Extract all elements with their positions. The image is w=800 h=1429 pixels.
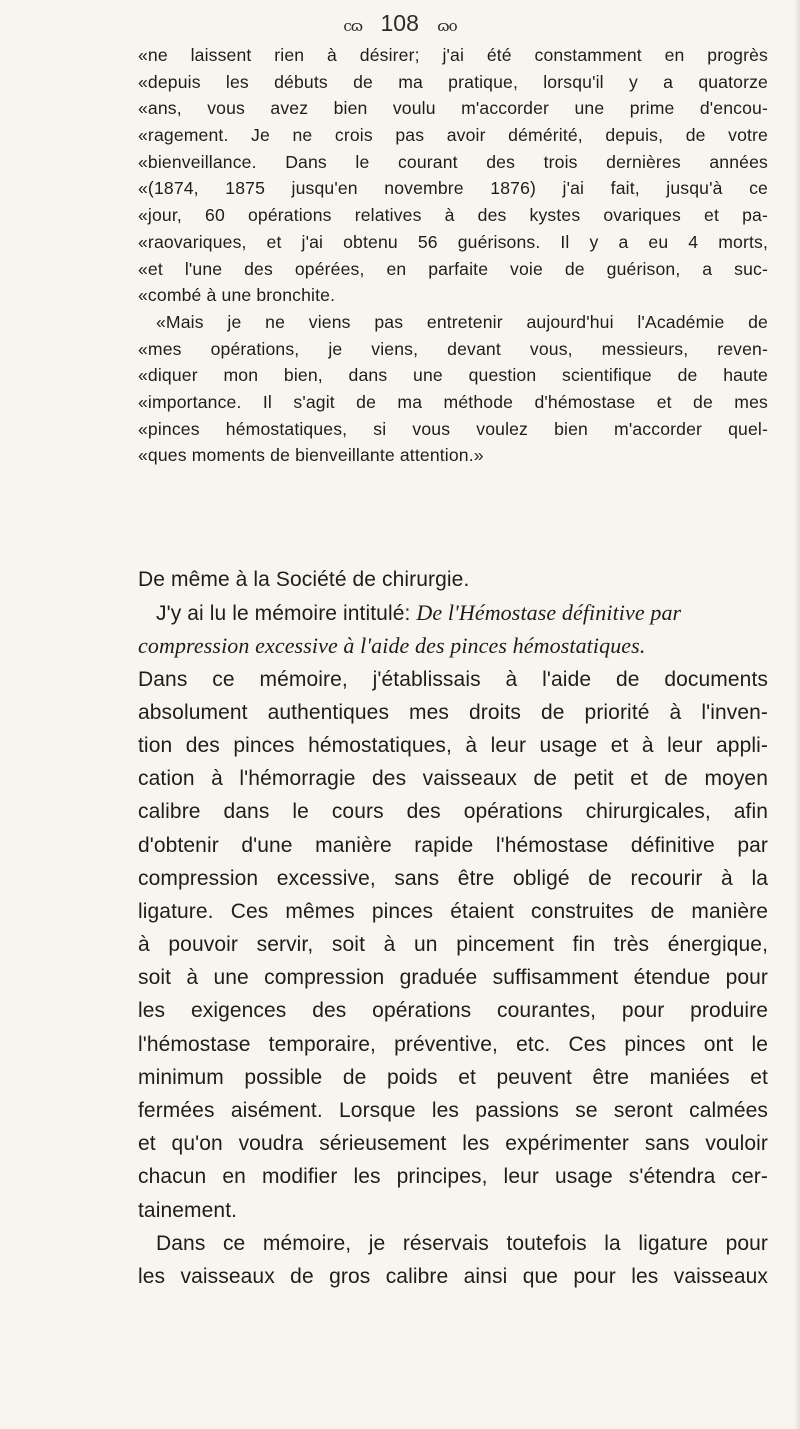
quoted-letter <box>138 42 768 469</box>
body-line: cation à l'hémorragie des vaisseaux de petit et de moyen <box>138 767 768 791</box>
quote-line: «ans, vous avez bien voulu m'accorder une prime d'encou- <box>138 98 768 119</box>
body-line: calibre dans le cours des opérations chirurgicales, afin <box>138 800 768 824</box>
body-line: l'hémostase temporaire, préventive, etc. Ces pinces ont le <box>138 1032 768 1056</box>
quote-line: «importance. Il s'agit de ma méthode d'hémostase et de mes <box>138 391 768 412</box>
body-line: fermées aisément. Lorsque les passions se seront calmées <box>138 1099 768 1122</box>
intro-prefix: J'y ai lu le mémoire intitulé: <box>156 602 417 626</box>
page-number: 108 <box>380 10 419 36</box>
page-edge-shadow <box>794 0 800 1429</box>
intro-line <box>138 596 768 629</box>
body-line: à pouvoir servir, soit à un pincement fin très énergique, <box>138 933 768 957</box>
body-line: les exigences des opérations courantes, pour produire <box>138 999 768 1023</box>
quote-line: «ne laissent rien à désirer; j'ai été constamment en progrès <box>138 45 768 65</box>
ornament-right: ɷo <box>437 17 457 35</box>
quote-line: «ragement. Je ne crois pas avoir démérité, depuis, de votre <box>138 125 768 146</box>
body-line: absolument authentiques mes droits de priorité à l'inven- <box>138 700 768 724</box>
quote-line: «depuis les débuts de ma pratique, lorsqu'il y a quatorze <box>138 71 768 92</box>
quote-line: «(1874, 1875 jusqu'en novembre 1876) j'ai fait, jusqu'à ce <box>138 178 768 199</box>
body-line: tainement. <box>138 1198 238 1222</box>
body-line: d'obtenir d'une manière rapide l'hémostase définitive par <box>138 833 768 857</box>
quote-line: «Mais je ne viens pas entretenir aujourd'hui l'Académie de <box>156 311 768 332</box>
quote-line: «ques moments de bienveillante attention.» <box>138 445 484 466</box>
quote-line: «diquer mon bien, dans une question scientifique de haute <box>138 365 768 386</box>
body-line: minimum possible de poids et peuvent être maniées et <box>138 1065 768 1089</box>
body-line: compression excessive, sans être obligé de recourir à la <box>138 866 768 890</box>
body-line: et qu'on voudra sérieusement les expérimenter sans vouloir <box>138 1132 768 1156</box>
quote-line: «pinces hémostatiques, si vous voulez bien m'accorder quel- <box>138 418 768 439</box>
body-line: Dans ce mémoire, je réservais toutefois la ligature pour <box>156 1231 768 1255</box>
ornament-left: cɷ <box>343 17 363 35</box>
body-line: Dans ce mémoire, j'établissais à l'aide de documents <box>138 667 768 691</box>
quote-line: «mes opérations, je viens, devant vous, messieurs, reven- <box>138 338 768 359</box>
quote-line: «raovariques, et j'ai obtenu 56 guérisons. Il y a eu 4 morts, <box>138 231 768 252</box>
memoir-title-part1: De l'Hémostase définitive par <box>416 600 682 626</box>
page-header <box>0 10 800 37</box>
body-line: les vaisseaux de gros calibre ainsi que pour les vaisseaux <box>138 1264 768 1288</box>
body-line: chacun en modifier les principes, leur usage s'étendra cer- <box>138 1165 768 1189</box>
quote-line: «combé à une bronchite. <box>138 285 336 306</box>
body-line: ligature. Ces mêmes pinces étaient construites de manière <box>138 899 768 923</box>
intro-line <box>138 629 768 662</box>
quote-line: «jour, 60 opérations relatives à des kystes ovariques et pa- <box>138 205 768 226</box>
quote-line: «et l'une des opérées, en parfaite voie de guérison, a suc- <box>138 258 768 279</box>
memoir-title-part2: compression excessive à l'aide des pinces hémostatiques. <box>138 633 646 659</box>
body-text <box>138 563 768 1293</box>
quote-line: «bienveillance. Dans le courant des trois dernières années <box>138 151 768 172</box>
body-line: tion des pinces hémostatiques, à leur usage et à leur appli- <box>138 733 768 757</box>
section-heading: De même à la Société de chirurgie. <box>138 568 470 591</box>
body-line: soit à une compression graduée suffisamment étendue pour <box>138 966 768 990</box>
